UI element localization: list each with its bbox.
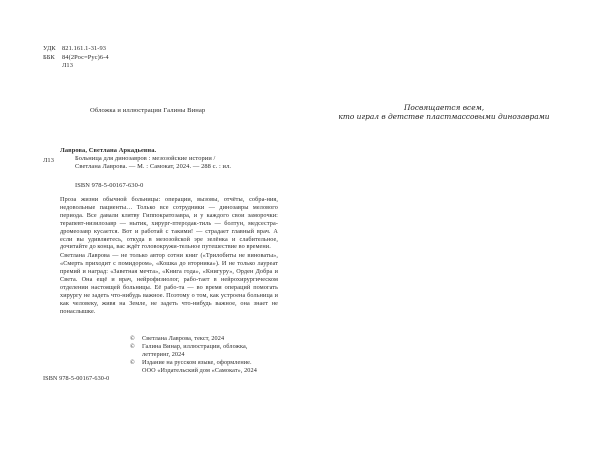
illustrations-credit: Обложка и иллюстрации Галины Винар	[90, 107, 206, 114]
udk-value: 821.161.1-31-93	[62, 45, 107, 52]
isbn-main: ISBN 978-5-00167-630-0	[75, 182, 144, 189]
bib-author: Лаврова, Светлана Аркадьевна.	[60, 147, 157, 154]
copyright-illustrations-cont: леттеринг, 2024	[142, 350, 185, 358]
copyright-text: Светлана Лаврова, текст, 2024	[142, 335, 225, 342]
dedication	[318, 103, 570, 122]
copyright-symbol: ©	[130, 358, 135, 366]
copyright-text-row	[130, 335, 290, 343]
classification-codes	[43, 45, 109, 71]
copyright-publisher: ООО «Издательский дом «Самокат», 2024	[142, 366, 257, 374]
bib-title-line: Больница для динозавров : мезозойские истории /	[75, 155, 216, 162]
dedication-line-1: Посвящается всем,	[403, 103, 485, 112]
udk-row	[43, 45, 109, 54]
udk-label: УДК	[43, 45, 56, 52]
copyright-illustrations: Галина Винар, иллюстрации, обложка,	[142, 342, 248, 350]
bbk-row	[43, 54, 109, 63]
copyright-symbol: ©	[130, 342, 135, 350]
author-mark-row	[43, 62, 109, 71]
bib-author-mark: Л13	[43, 157, 55, 164]
copyright-block	[130, 335, 290, 375]
copyright-symbol: ©	[130, 335, 135, 342]
annotation-paragraph-2: Светлана Лаврова — не только автор сотни книг («Трилобиты не виноваты», «Смерть приходит с помидором», «Кошка до вторника»). И не только лауреат премий и наград: «Заветная мечта», «Книга года», «Книгуру», Орден Добра и Света. Она ещё и врач, нейрофизиолог, рабо-тает в нейрохирургическом отделении настоящей больницы. Её рабо-та — во время операций помогать хирургу не задеть что-нибудь важное. Поэтому о том, как устроена больница и как человеку, живя на Земле, не задеть что-нибудь важное, она знает не понаслышке.	[60, 252, 278, 315]
annotation-paragraph-1: Проза жизни обычной больницы: операции, вызовы, отчёты, собра-ния, недовольные пациенты… Только все сотрудники — динозавры мелового периода. Все давали клятву Гиппократозавра, и у каждого свои заморочки: терапевт-низилозавр — нытик, хирург-птеродак-тиль — болтун, медсестра-дромеозавр кусается. Вот и работай с такими! — страдает главный врач. А если вы удивляетесь, откуда в мезозойской эре зелёнка и слабительное, дочитайте до конца, вас ждёт головокружи-тельное путешествие во времени.	[60, 196, 278, 251]
bbk-value: 84(2Рос=Рус)6-4	[62, 53, 109, 61]
copyright-illustrations-row	[130, 343, 290, 351]
bibliographic-record	[60, 147, 278, 171]
isbn-bottom: ISBN 978-5-00167-630-0	[43, 375, 110, 382]
annotation	[60, 196, 278, 316]
dedication-line-2: кто играл в детстве пластмассовыми динозаврами	[338, 112, 550, 122]
bbk-label: ББК	[43, 53, 55, 61]
bib-publication-line: Светлана Лаврова. — М. : Самокат, 2024. — 288 с. : ил.	[75, 163, 232, 170]
copyright-edition-row	[130, 359, 290, 367]
author-mark: Л13	[62, 62, 74, 69]
copyright-edition: Издание на русском языке, оформление.	[142, 358, 252, 366]
